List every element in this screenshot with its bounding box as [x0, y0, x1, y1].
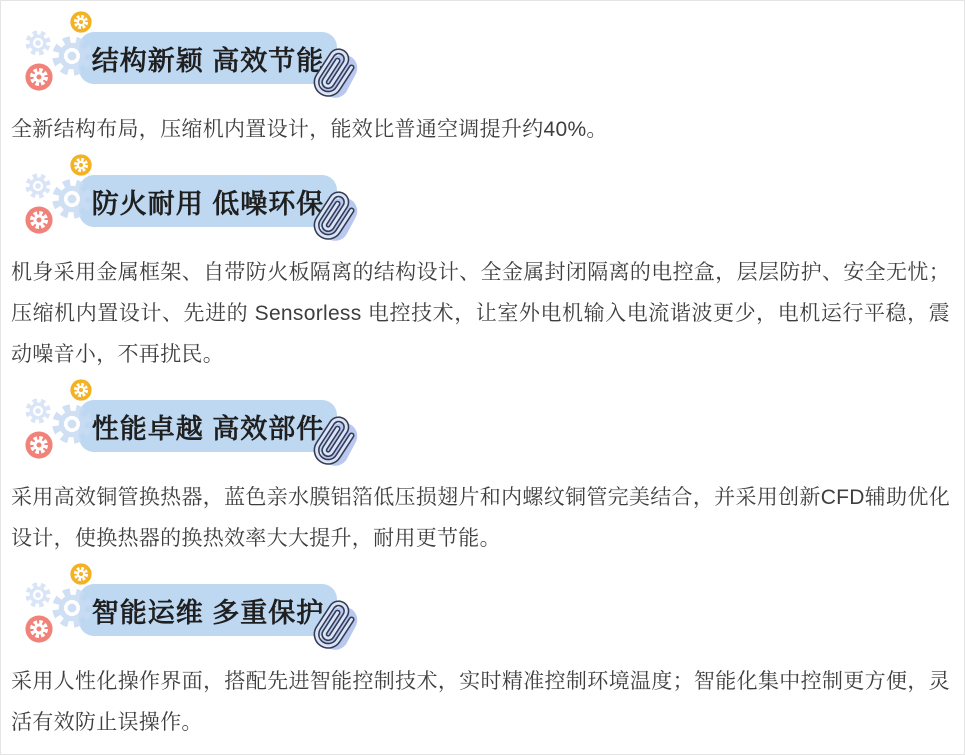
gear-pale-blue-icon	[24, 172, 52, 200]
feature-section-3	[1, 379, 964, 559]
section-header	[1, 11, 964, 104]
gear-light-blue-icon	[50, 586, 94, 630]
section-title: 结构新颖 高效节能	[91, 45, 325, 76]
gear-coral-icon	[25, 431, 53, 459]
gear-pale-blue-icon	[24, 581, 52, 609]
section-title: 性能卓越 高效部件	[91, 413, 325, 444]
section-title: 智能运维 多重保护	[91, 597, 325, 628]
section-title-banner	[79, 175, 337, 227]
gear-coral-icon	[25, 63, 53, 91]
section-header	[1, 563, 964, 656]
gear-yellow-icon	[70, 563, 92, 585]
section-body: 采用高效铜管换热器，蓝色亲水膜铝箔低压损翅片和内螺纹铜管完美结合，并采用创新CFD辅助优化设计，使换热器的换热效率大大提升，耐用更节能。	[11, 486, 950, 550]
section-header	[1, 379, 964, 472]
gear-yellow-icon	[70, 154, 92, 176]
section-body: 采用人性化操作界面，搭配先进智能控制技术，实时精准控制环境温度；智能化集中控制更方便，灵活有效防止误操作。	[11, 670, 950, 734]
gear-light-blue-icon	[50, 34, 94, 78]
section-body: 机身采用金属框架、自带防火板隔离的结构设计、全金属封闭隔离的电控盒，层层防护、安全无忧；压缩机内置设计、先进的 Sensorless 电控技术，让室外电机输入电流谐波更少，电机运行平稳，震动噪音小，不再扰民。	[11, 261, 950, 366]
gear-coral-icon	[25, 206, 53, 234]
section-body: 全新结构布局，压缩机内置设计，能效比普通空调提升约40%。	[11, 118, 608, 141]
gear-pale-blue-icon	[24, 29, 52, 57]
section-title-banner	[79, 32, 337, 84]
paperclip-icon	[309, 410, 363, 474]
section-title-banner	[79, 584, 337, 636]
section-header	[1, 154, 964, 247]
feature-section-4	[1, 563, 964, 743]
feature-section-2	[1, 154, 964, 375]
gear-yellow-icon	[70, 379, 92, 401]
paperclip-icon	[309, 594, 363, 658]
paperclip-icon	[309, 42, 363, 106]
gear-light-blue-icon	[50, 402, 94, 446]
paperclip-icon	[309, 185, 363, 249]
gear-yellow-icon	[70, 11, 92, 33]
section-title-banner	[79, 400, 337, 452]
gear-coral-icon	[25, 615, 53, 643]
gear-pale-blue-icon	[24, 397, 52, 425]
section-title: 防火耐用 低噪环保	[91, 188, 325, 219]
feature-section-1	[1, 11, 964, 150]
gear-light-blue-icon	[50, 177, 94, 221]
